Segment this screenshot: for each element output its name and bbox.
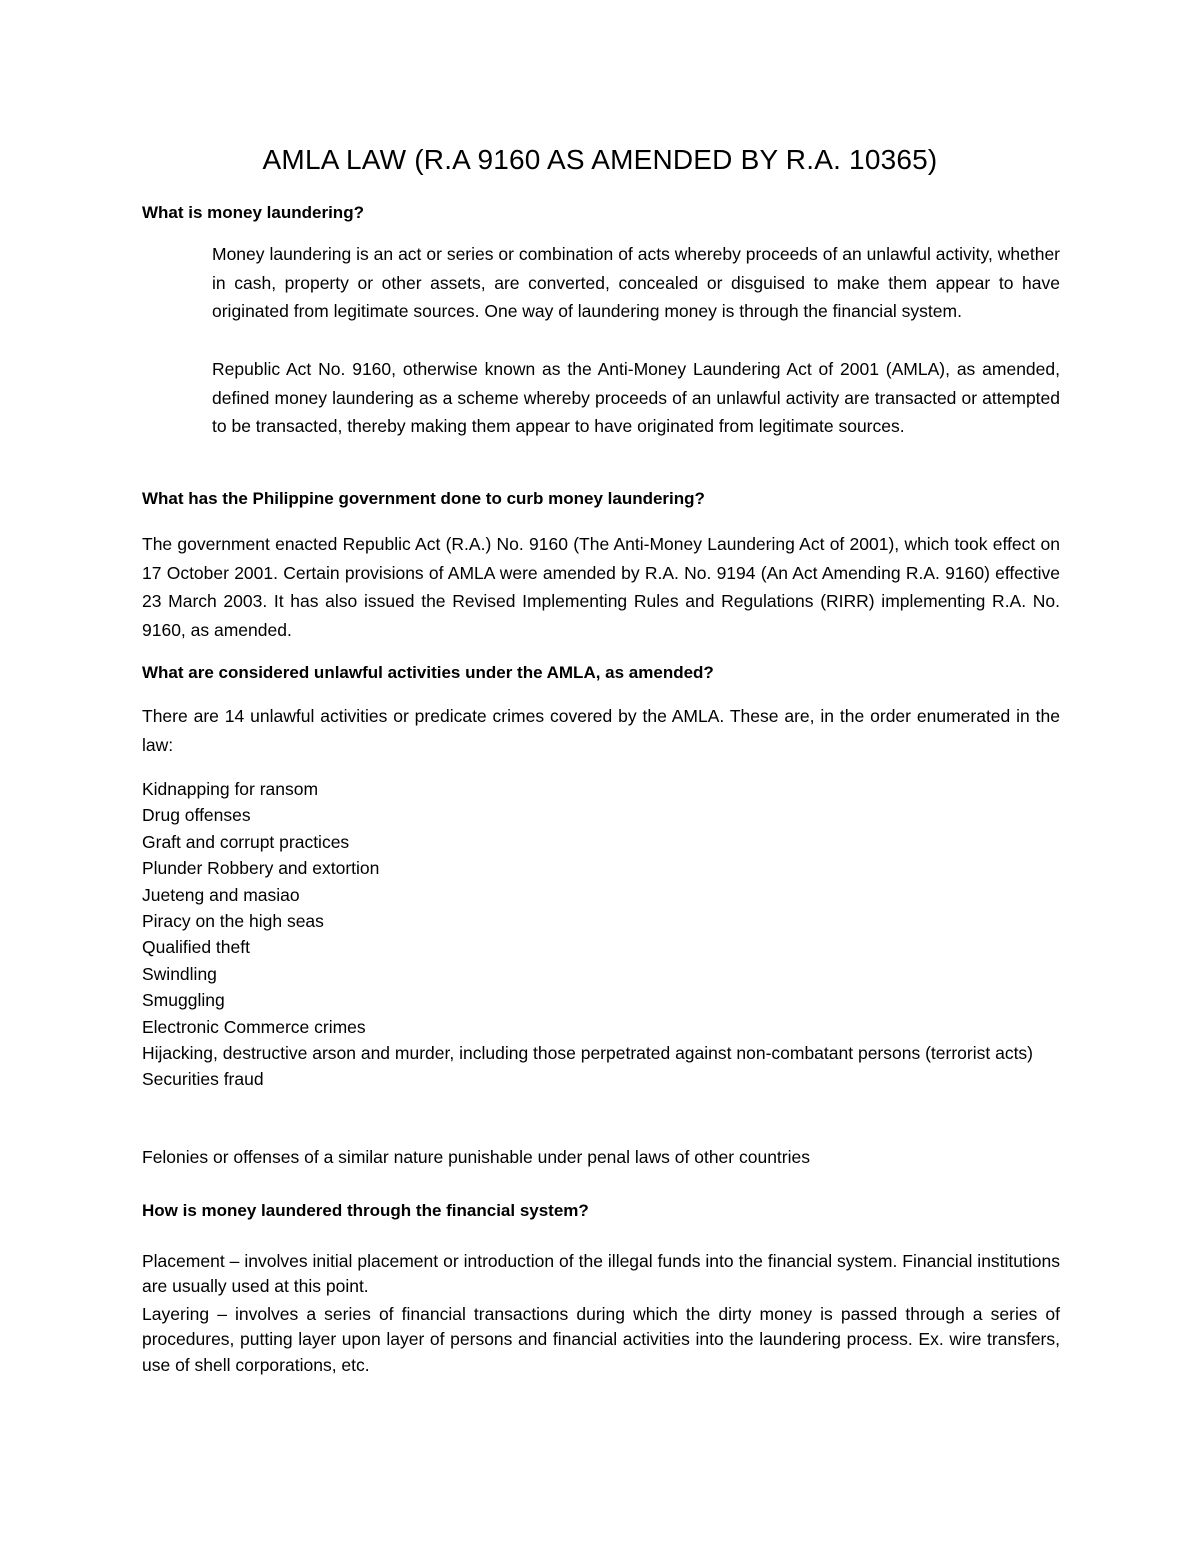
paragraph-unlawful-intro: There are 14 unlawful activities or predicate crimes covered by the AMLA. These are, in the order enumerated in the law:: [142, 706, 1060, 755]
list-item: Plunder Robbery and extortion: [142, 858, 380, 879]
unlawful-activities-list: [142, 776, 1060, 1093]
list-item: Electronic Commerce crimes: [142, 1016, 366, 1037]
paragraph-government-enacted: The government enacted Republic Act (R.A.) No. 9160 (The Anti-Money Laundering Act of 2001), which took effect on 17 October 2001. Certain provisions of AMLA were amended by R.A. No. 9194 (An Act Amending R.A. 9160) effective 23 March 2003. It has also issued the Revised Implementing Rules and Regulations (RIRR) implementing R.A. No. 9160, as amended.: [142, 534, 1060, 640]
list-item: Kidnapping for ransom: [142, 779, 319, 799]
section-heading-government-action: What has the Philippine government done to curb money laundering?: [142, 489, 705, 508]
list-item: Securities fraud: [142, 1069, 264, 1090]
list-item: Piracy on the high seas: [142, 911, 324, 932]
list-item: Smuggling: [142, 990, 225, 1011]
paragraph-definition: Money laundering is an act or series or combination of acts whereby proceeds of an unlawful activity, whether in cash, property or other assets, are converted, concealed or disguised to make them appear to have originated from legitimate sources. One way of laundering money is through the financial system.: [212, 244, 1060, 322]
list-item: Graft and corrupt practices: [142, 831, 350, 852]
list-item: Jueteng and masiao: [142, 884, 300, 905]
paragraph-layering: Layering – involves a series of financial transactions during which the dirty money is passed through a series of procedures, putting layer upon layer of persons and financial activities into the laundering process. Ex. wire transfers, use of shell corporations, etc.: [142, 1304, 1060, 1375]
paragraph-placement: Placement – involves initial placement or introduction of the illegal funds into the financial system. Financial institutions are usually used at this point.: [142, 1251, 1060, 1297]
section-heading-money-laundering: What is money laundering?: [142, 203, 364, 222]
document-title: AMLA LAW (R.A 9160 AS AMENDED BY R.A. 10365): [262, 144, 938, 175]
paragraph-felonies: Felonies or offenses of a similar nature punishable under penal laws of other countries: [142, 1147, 810, 1167]
paragraph-republic-act: Republic Act No. 9160, otherwise known as the Anti-Money Laundering Act of 2001 (AMLA), as amended, defined money laundering as a scheme whereby proceeds of an unlawful activity are transacted or attempted to be transacted, thereby making them appear to have originated from legitimate sources.: [212, 359, 1060, 437]
section-heading-laundering-process: How is money laundered through the financial system?: [142, 1201, 589, 1220]
section-heading-unlawful-activities: What are considered unlawful activities under the AMLA, as amended?: [142, 663, 714, 682]
list-item: Qualified theft: [142, 937, 250, 958]
list-item: Swindling: [142, 963, 217, 984]
list-item: Drug offenses: [142, 805, 251, 826]
list-item: Hijacking, destructive arson and murder, including those perpetrated against non-combatant persons (terrorist acts): [142, 1043, 1034, 1064]
